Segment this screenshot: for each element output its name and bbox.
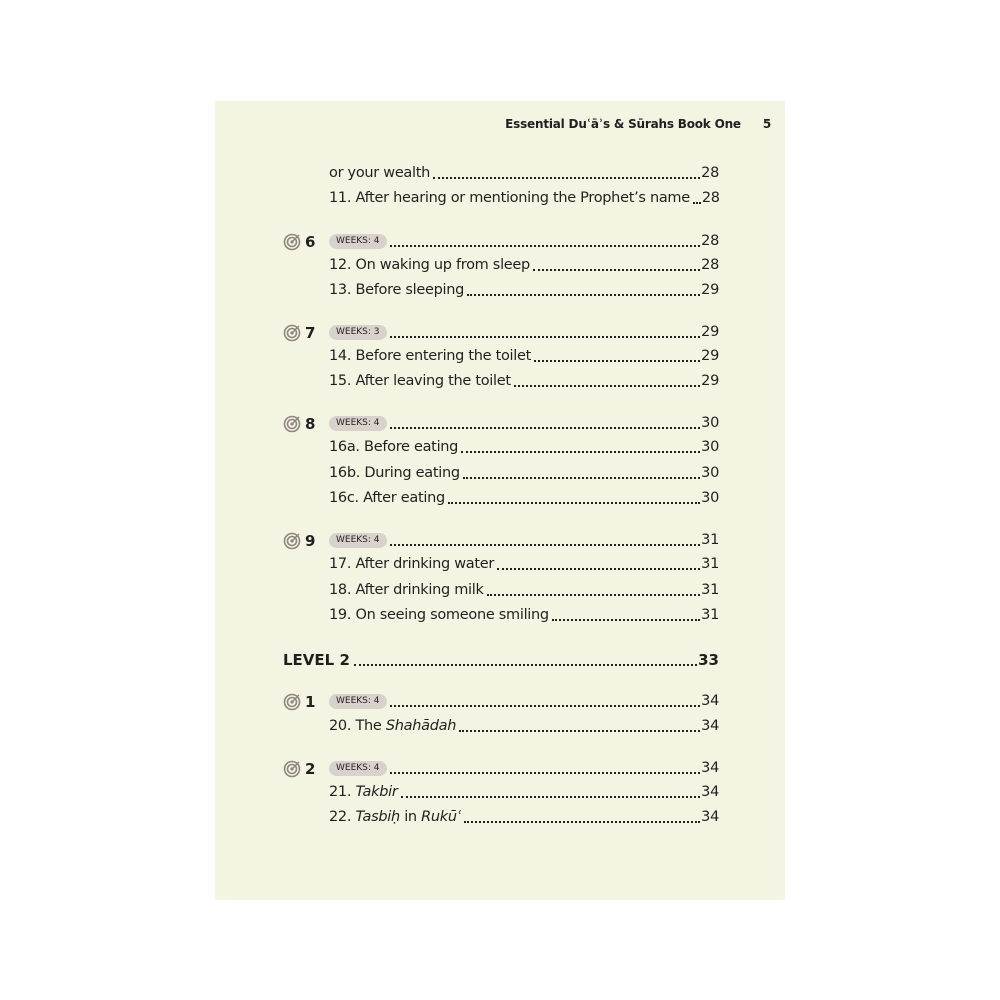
page-number: 5 — [762, 117, 771, 131]
leader-dots — [534, 352, 700, 362]
toc-entry[interactable]: 12. On waking up from sleep 28 — [329, 257, 719, 273]
target-icon — [283, 693, 301, 711]
target-icon — [283, 532, 301, 550]
leader-dots — [693, 194, 701, 204]
leader-dots — [459, 722, 700, 732]
unit-heading: 9 — [283, 530, 315, 552]
level-heading[interactable]: LEVEL 2 33 — [283, 651, 719, 669]
weeks-badge: WEEKS: 4 — [329, 694, 387, 709]
leader-dots — [464, 813, 700, 823]
unit-heading: 6 — [283, 231, 315, 253]
leader-dots — [401, 788, 701, 798]
toc-entry[interactable]: 17. After drinking water 31 — [329, 556, 719, 572]
toc-entry[interactable]: WEEKS: 4 34 — [329, 757, 719, 779]
toc-entry[interactable]: 13. Before sleeping 29 — [329, 282, 719, 298]
target-icon — [283, 760, 301, 778]
leader-dots — [390, 328, 701, 338]
leader-dots — [433, 169, 700, 179]
leader-dots — [390, 697, 701, 707]
book-page — [215, 101, 785, 900]
weeks-badge: WEEKS: 4 — [329, 416, 387, 431]
weeks-badge: WEEKS: 4 — [329, 761, 387, 776]
leader-dots — [390, 764, 701, 774]
leader-dots — [533, 261, 700, 271]
unit-heading: 1 — [283, 691, 315, 713]
toc-entry[interactable]: 19. On seeing someone smiling 31 — [329, 607, 719, 623]
leader-dots — [354, 656, 697, 666]
toc-entry[interactable]: WEEKS: 4 34 — [329, 690, 719, 712]
leader-dots — [390, 536, 701, 546]
toc-entry[interactable]: or your wealth 28 — [329, 165, 719, 181]
weeks-badge: WEEKS: 3 — [329, 325, 387, 340]
leader-dots — [487, 586, 701, 596]
toc-entry[interactable]: 14. Before entering the toilet 29 — [329, 348, 719, 364]
target-icon — [283, 415, 301, 433]
leader-dots — [461, 443, 700, 453]
leader-dots — [514, 377, 700, 387]
target-icon — [283, 324, 301, 342]
toc-entry[interactable]: 16a. Before eating 30 — [329, 439, 719, 455]
unit-heading: 7 — [283, 322, 315, 344]
leader-dots — [497, 560, 700, 570]
leader-dots — [390, 237, 701, 247]
toc-entry[interactable]: 15. After leaving the toilet 29 — [329, 373, 719, 389]
weeks-badge: WEEKS: 4 — [329, 234, 387, 249]
toc-entry[interactable]: 21. Takbir 34 — [329, 784, 719, 800]
toc-entry[interactable]: 18. After drinking milk 31 — [329, 582, 719, 598]
toc-entry[interactable]: 22. Tasbiḥ in Rukūʿ 34 — [329, 809, 719, 825]
leader-dots — [448, 494, 700, 504]
leader-dots — [463, 469, 700, 479]
leader-dots — [390, 419, 701, 429]
unit-heading: 2 — [283, 758, 315, 780]
toc-entry[interactable]: WEEKS: 4 28 — [329, 230, 719, 252]
toc-entry[interactable]: 16b. During eating 30 — [329, 465, 719, 481]
unit-heading: 8 — [283, 413, 315, 435]
leader-dots — [467, 286, 700, 296]
toc-entry[interactable]: 20. The Shahādah 34 — [329, 718, 719, 734]
toc-entry[interactable]: WEEKS: 4 30 — [329, 412, 719, 434]
running-header — [505, 117, 771, 131]
weeks-badge: WEEKS: 4 — [329, 533, 387, 548]
leader-dots — [552, 611, 700, 621]
toc-entry[interactable]: 16c. After eating 30 — [329, 490, 719, 506]
toc-entry[interactable]: WEEKS: 4 31 — [329, 529, 719, 551]
book-title: Essential Duʿāʾs & Sūrahs Book One — [505, 117, 741, 131]
target-icon — [283, 233, 301, 251]
toc-entry[interactable]: 11. After hearing or mentioning the Prophet’s name 28 — [329, 190, 720, 206]
toc-entry[interactable]: WEEKS: 3 29 — [329, 321, 719, 343]
